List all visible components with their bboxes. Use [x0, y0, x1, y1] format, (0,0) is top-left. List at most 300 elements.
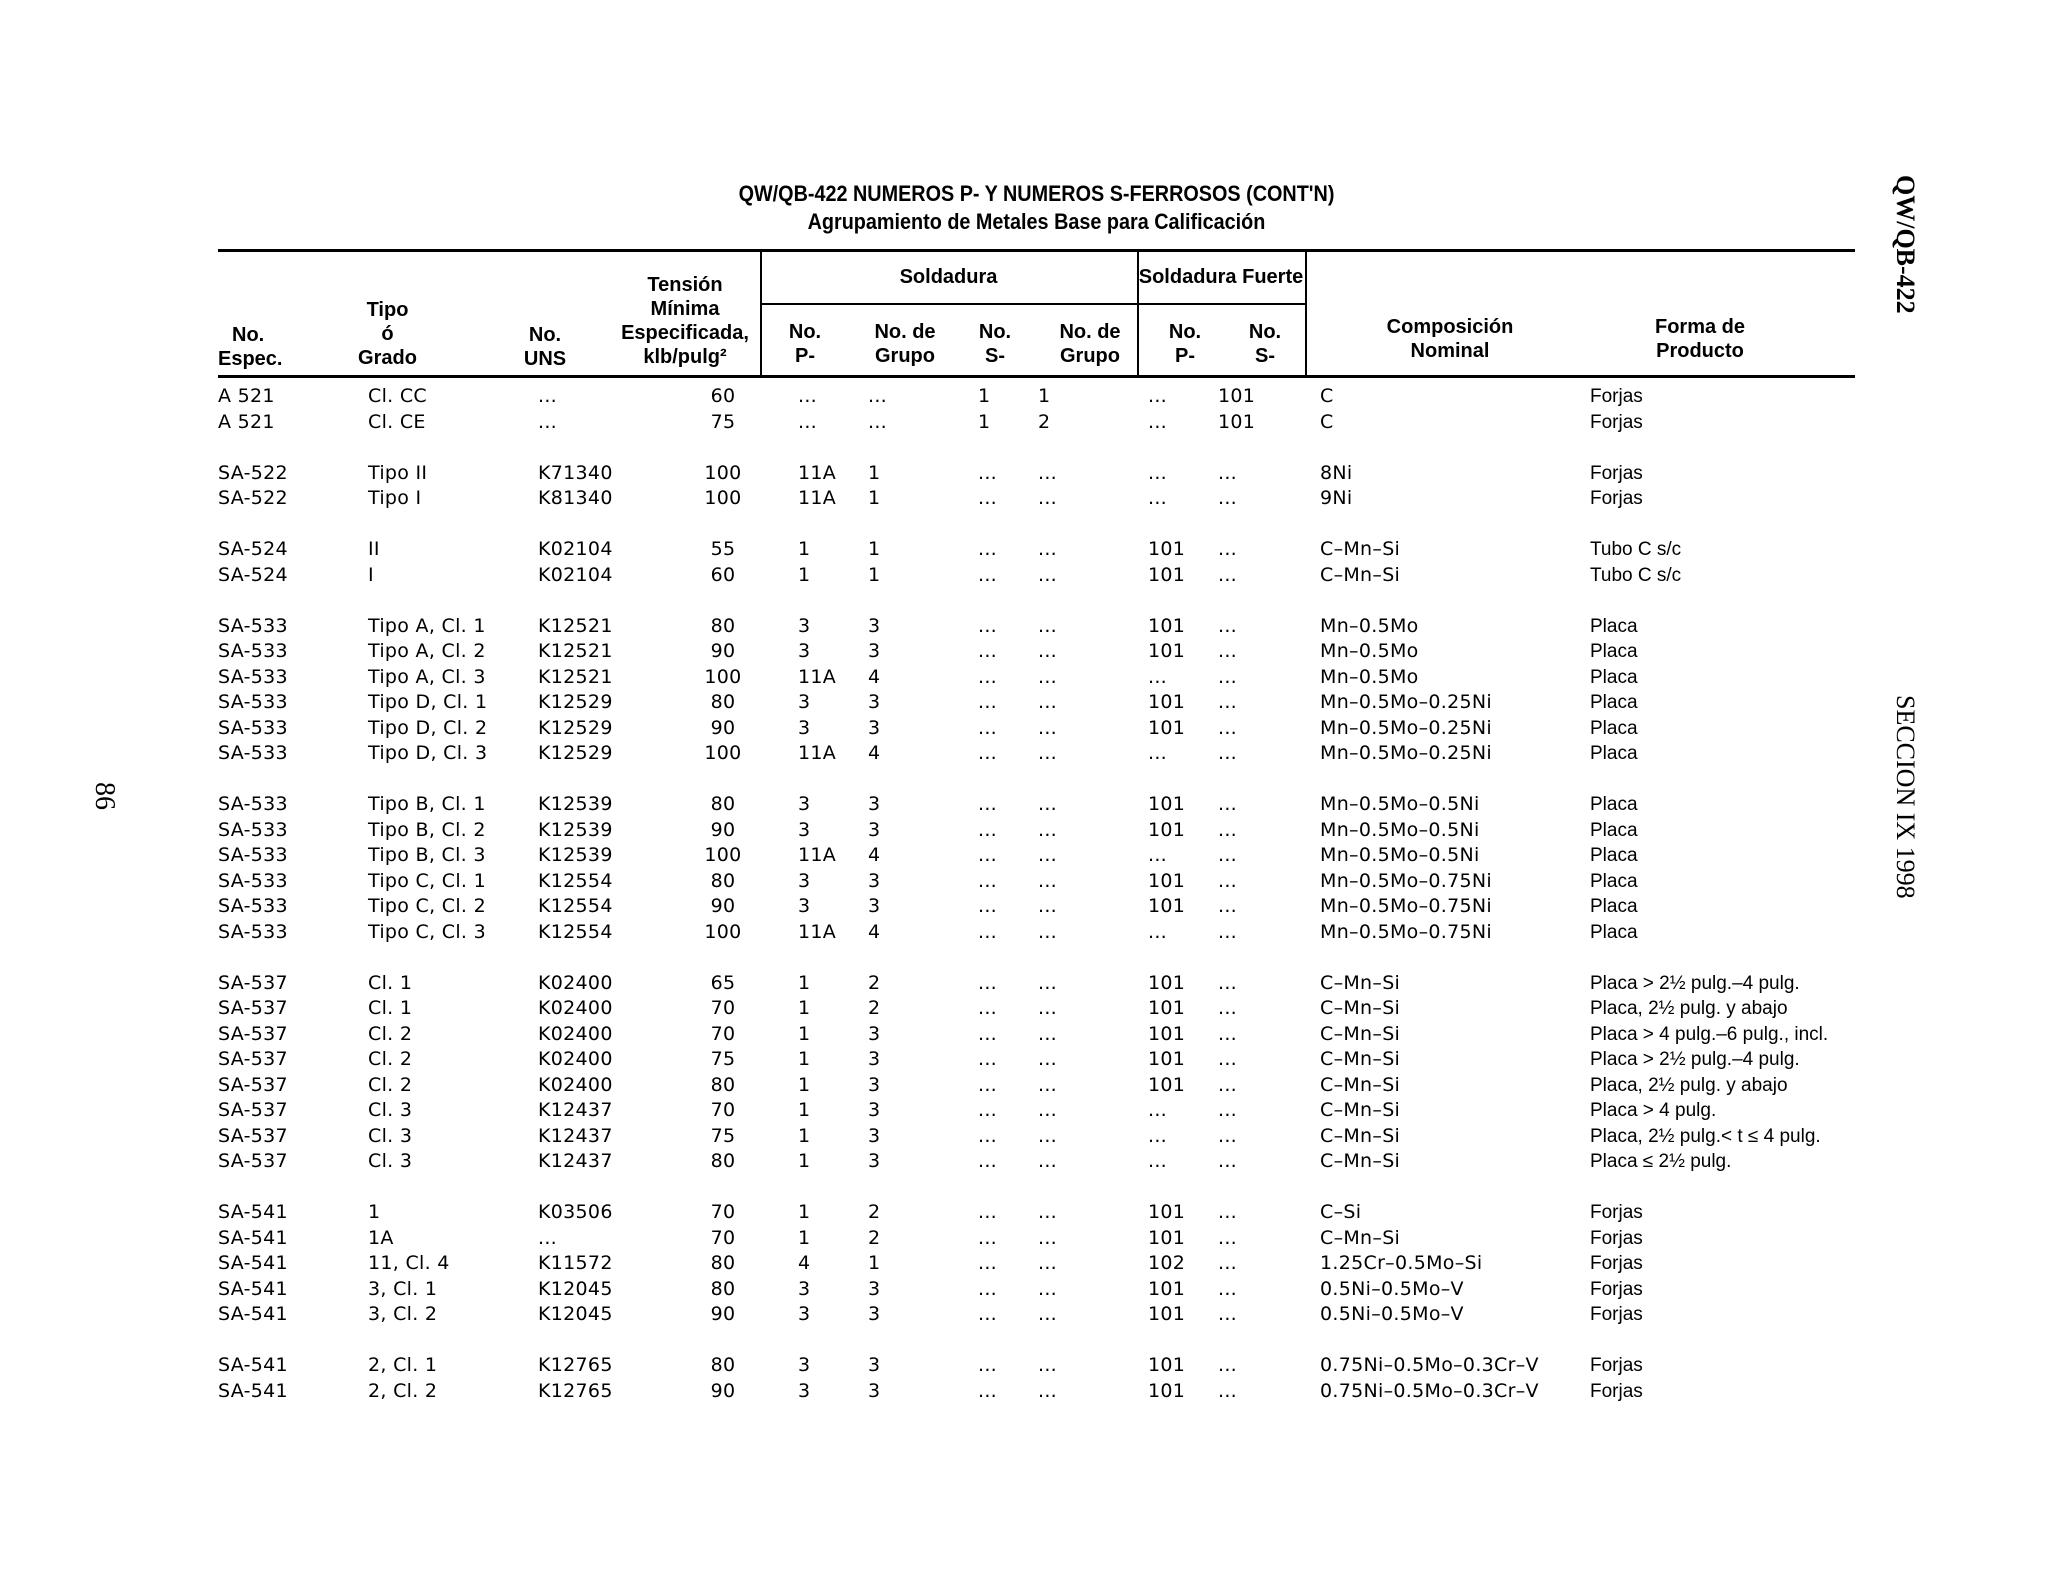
cell-grupo-s: 2	[1038, 410, 1051, 433]
cell-tipo-grado: Cl. 3	[368, 1099, 413, 1121]
cell-tipo-grado: Tipo A, Cl. 1	[368, 614, 486, 637]
page-number: 86	[89, 782, 120, 810]
header-soldadura: Soldadura	[899, 266, 998, 288]
cell-tension: 100	[704, 665, 742, 688]
cell-composicion: C–Mn–Si	[1320, 1022, 1401, 1045]
cell-tension: 100	[704, 742, 742, 764]
table-row	[218, 1073, 1868, 1099]
cell-sf-no-p: 101	[1148, 538, 1186, 560]
cell-tipo-grado: II	[368, 538, 380, 560]
cell-sf-no-s: ...	[1218, 920, 1238, 943]
cell-grupo-p: 3	[868, 614, 881, 637]
cell-tension: 65	[710, 971, 736, 994]
cell-tipo-grado: Cl. 2	[368, 1022, 413, 1045]
cell-forma: Forjas	[1590, 1202, 1643, 1223]
cell-forma: Placa	[1590, 819, 1638, 841]
cell-forma: Forjas	[1590, 488, 1643, 509]
cell-grupo-s: ...	[1038, 716, 1058, 739]
cell-tension: 80	[710, 1150, 736, 1172]
header-bottom-rule	[218, 375, 1855, 378]
cell-tipo-grado: I	[368, 563, 374, 586]
table-row	[218, 792, 1868, 818]
cell-no-s: ...	[978, 1226, 998, 1249]
cell-grupo-s: ...	[1038, 997, 1058, 1019]
cell-grupo-s: ...	[1038, 793, 1058, 815]
cell-tension: 70	[710, 1226, 736, 1249]
cell-composicion: C–Mn–Si	[1320, 1226, 1401, 1249]
header-no-s: No. S-	[978, 321, 1012, 367]
cell-no-espec: SA-533	[218, 640, 288, 662]
cell-composicion: C–Mn–Si	[1320, 538, 1401, 560]
cell-no-uns: ...	[538, 410, 558, 433]
cell-forma: Forjas	[1590, 1227, 1643, 1249]
cell-sf-no-p: 101	[1148, 1048, 1186, 1070]
table-row	[218, 1098, 1868, 1124]
table-row-spacer	[218, 588, 1868, 614]
table-row	[218, 563, 1868, 589]
cell-no-s: ...	[978, 640, 998, 662]
cell-no-p: 3	[798, 869, 811, 892]
cell-tipo-grado: Tipo I	[368, 487, 422, 509]
cell-no-uns: K03506	[538, 1201, 613, 1223]
spacer-cell	[218, 512, 1868, 538]
cell-tension: 90	[710, 895, 736, 917]
cell-tipo-grado: Cl. 2	[368, 1073, 413, 1096]
cell-grupo-p: 1	[868, 538, 881, 560]
cell-tipo-grado: Cl. 2	[368, 1048, 413, 1070]
cell-sf-no-s: ...	[1218, 895, 1238, 917]
cell-grupo-p: 3	[868, 1048, 881, 1070]
table-row	[218, 461, 1868, 487]
cell-grupo-s: ...	[1038, 971, 1058, 994]
cell-sf-no-s: ...	[1218, 1201, 1238, 1223]
cell-tipo-grado: Tipo II	[368, 461, 428, 484]
table-row	[218, 869, 1868, 895]
cell-sf-no-s: ...	[1218, 1150, 1238, 1172]
cell-composicion: 0.75Ni–0.5Mo–0.3Cr–V	[1320, 1379, 1539, 1402]
cell-sf-no-s: 101	[1218, 410, 1256, 433]
cell-no-espec: SA-522	[218, 461, 288, 484]
cell-sf-no-s: ...	[1218, 461, 1238, 484]
cell-no-s: ...	[978, 1099, 998, 1121]
cell-sf-no-p: ...	[1148, 385, 1168, 407]
table-row	[218, 996, 1868, 1022]
cell-no-espec: SA-541	[218, 1354, 288, 1376]
cell-no-p: 1	[798, 563, 811, 586]
table-row	[218, 1302, 1868, 1328]
cell-no-p: 3	[798, 1303, 811, 1325]
cell-composicion: C–Mn–Si	[1320, 563, 1401, 586]
cell-no-s: ...	[978, 895, 998, 917]
cell-grupo-s: ...	[1038, 1354, 1058, 1376]
spacer-cell	[218, 767, 1868, 793]
cell-sf-no-s: ...	[1218, 844, 1238, 866]
cell-grupo-p: 3	[868, 1099, 881, 1121]
cell-composicion: C–Mn–Si	[1320, 1048, 1401, 1070]
cell-no-p: 3	[798, 793, 811, 815]
cell-no-s: ...	[978, 1201, 998, 1223]
cell-sf-no-s: ...	[1218, 614, 1238, 637]
cell-sf-no-p: 101	[1148, 869, 1186, 892]
cell-tension: 60	[710, 563, 736, 586]
table-row-spacer	[218, 945, 1868, 971]
cell-no-espec: SA-533	[218, 818, 288, 841]
cell-tipo-grado: Cl. 1	[368, 971, 413, 994]
cell-no-espec: SA-537	[218, 1099, 288, 1121]
cell-no-p: 1	[798, 1048, 811, 1070]
cell-sf-no-s: ...	[1218, 640, 1238, 662]
cell-no-s: ...	[978, 1252, 998, 1274]
cell-grupo-p: 3	[868, 869, 881, 892]
cell-tipo-grado: Tipo B, Cl. 3	[368, 844, 486, 866]
cell-no-espec: SA-533	[218, 742, 288, 764]
cell-forma: Placa	[1590, 743, 1638, 764]
cell-no-s: 1	[978, 385, 991, 407]
soldadura-fuerte-right-divider	[1305, 251, 1307, 375]
cell-sf-no-p: 101	[1148, 563, 1186, 586]
cell-grupo-s: ...	[1038, 1099, 1058, 1121]
cell-grupo-s: ...	[1038, 1252, 1058, 1274]
cell-no-s: ...	[978, 1073, 998, 1096]
cell-sf-no-p: 101	[1148, 716, 1186, 739]
cell-no-espec: SA-524	[218, 538, 288, 560]
cell-no-espec: SA-533	[218, 920, 288, 943]
side-label-section-id: QW/QB-422	[1891, 175, 1920, 314]
cell-no-espec: SA-537	[218, 971, 288, 994]
cell-forma: Placa	[1590, 717, 1638, 739]
cell-grupo-s: ...	[1038, 1150, 1058, 1172]
cell-sf-no-s: ...	[1218, 487, 1238, 509]
cell-grupo-p: 3	[868, 818, 881, 841]
cell-no-espec: SA-522	[218, 487, 288, 509]
cell-no-espec: SA-541	[218, 1379, 288, 1402]
cell-no-uns: K12437	[538, 1099, 613, 1121]
cell-no-espec: SA-541	[218, 1277, 288, 1300]
table-row	[218, 1226, 1868, 1252]
cell-sf-no-p: ...	[1148, 461, 1168, 484]
cell-grupo-p: 3	[868, 1022, 881, 1045]
cell-tipo-grado: Cl. CE	[368, 410, 426, 433]
cell-tipo-grado: 2, Cl. 1	[368, 1354, 438, 1376]
cell-grupo-p: 3	[868, 1150, 881, 1172]
cell-grupo-s: ...	[1038, 844, 1058, 866]
cell-tipo-grado: 3, Cl. 2	[368, 1303, 438, 1325]
cell-no-p: 1	[798, 971, 811, 994]
cell-tension: 80	[710, 793, 736, 815]
cell-grupo-p: 3	[868, 793, 881, 815]
cell-composicion: C	[1320, 385, 1334, 407]
cell-sf-no-s: ...	[1218, 1252, 1238, 1274]
cell-tipo-grado: Cl. 3	[368, 1150, 413, 1172]
cell-forma: Forjas	[1590, 1355, 1643, 1376]
cell-no-p: 3	[798, 614, 811, 637]
cell-no-espec: SA-533	[218, 844, 288, 866]
cell-tipo-grado: 1A	[368, 1226, 394, 1249]
header-no-p: No. P-	[788, 321, 822, 367]
cell-no-p: 1	[798, 1150, 811, 1172]
spacer-cell	[218, 588, 1868, 614]
cell-forma: Placa	[1590, 794, 1638, 815]
cell-tipo-grado: Tipo D, Cl. 3	[368, 742, 488, 764]
cell-no-p: 3	[798, 716, 811, 739]
cell-no-espec: SA-533	[218, 665, 288, 688]
cell-no-uns: K12554	[538, 920, 613, 943]
cell-no-p: 1	[798, 1226, 811, 1249]
cell-sf-no-p: 101	[1148, 1201, 1186, 1223]
cell-sf-no-s: ...	[1218, 818, 1238, 841]
cell-no-uns: K02400	[538, 1048, 613, 1070]
cell-no-uns: K02104	[538, 563, 613, 586]
header-sf-no-s: No. S-	[1248, 321, 1282, 367]
cell-grupo-s: ...	[1038, 1022, 1058, 1045]
cell-no-p: 1	[798, 538, 811, 560]
table-row-spacer	[218, 435, 1868, 461]
cell-sf-no-s: ...	[1218, 538, 1238, 560]
cell-tension: 75	[710, 1124, 736, 1147]
cell-no-p: 11A	[798, 461, 837, 484]
cell-sf-no-p: 101	[1148, 1303, 1186, 1325]
cell-sf-no-p: 101	[1148, 997, 1186, 1019]
cell-no-p: 11A	[798, 844, 837, 866]
cell-forma: Forjas	[1590, 386, 1643, 407]
cell-grupo-s: ...	[1038, 563, 1058, 586]
cell-no-uns: K02400	[538, 997, 613, 1019]
header-tipo-grado: Tipo ó Grado	[358, 299, 417, 369]
cell-tension: 80	[710, 691, 736, 713]
cell-sf-no-p: ...	[1148, 665, 1168, 688]
cell-sf-no-p: ...	[1148, 742, 1168, 764]
cell-no-espec: SA-541	[218, 1252, 288, 1274]
cell-forma: Placa	[1590, 666, 1638, 688]
table-row	[218, 920, 1868, 946]
cell-no-s: ...	[978, 1303, 998, 1325]
cell-tension: 80	[710, 1354, 736, 1376]
cell-grupo-p: 4	[868, 742, 881, 764]
table-row	[218, 486, 1868, 512]
cell-tension: 80	[710, 869, 736, 892]
cell-tipo-grado: Tipo B, Cl. 1	[368, 793, 486, 815]
cell-sf-no-p: 101	[1148, 793, 1186, 815]
cell-forma: Forjas	[1590, 1253, 1643, 1274]
cell-composicion: Mn–0.5Mo–0.5Ni	[1320, 818, 1480, 841]
cell-composicion: Mn–0.5Mo–0.75Ni	[1320, 869, 1492, 892]
cell-forma: Forjas	[1590, 1380, 1643, 1402]
cell-tension: 75	[710, 410, 736, 433]
cell-sf-no-s: ...	[1218, 665, 1238, 688]
cell-no-s: ...	[978, 614, 998, 637]
cell-grupo-s: ...	[1038, 640, 1058, 662]
cell-no-espec: SA-537	[218, 1124, 288, 1147]
header-tension: Tensión Mínima Especificada, klb/pulg²	[621, 274, 749, 368]
cell-no-uns: K12045	[538, 1277, 613, 1300]
cell-forma: Placa > 2½ pulg.–4 pulg.	[1590, 972, 1800, 994]
table-row	[218, 1379, 1868, 1405]
cell-sf-no-p: 101	[1148, 1379, 1186, 1402]
cell-forma: Tubo C s/c	[1590, 539, 1682, 560]
cell-no-p: 3	[798, 818, 811, 841]
cell-no-s: ...	[978, 563, 998, 586]
cell-forma: Placa	[1590, 692, 1638, 713]
cell-sf-no-s: 101	[1218, 385, 1256, 407]
cell-grupo-s: ...	[1038, 869, 1058, 892]
cell-no-uns: K12045	[538, 1303, 613, 1325]
cell-tipo-grado: Cl. CC	[368, 385, 427, 407]
cell-composicion: Mn–0.5Mo	[1320, 614, 1419, 637]
soldadura-group-rule	[760, 303, 1137, 305]
table-row	[218, 614, 1868, 640]
cell-no-p: 1	[798, 1073, 811, 1096]
cell-sf-no-p: 101	[1148, 691, 1186, 713]
cell-no-p: 3	[798, 1277, 811, 1300]
cell-sf-no-s: ...	[1218, 1354, 1238, 1376]
cell-no-s: ...	[978, 1048, 998, 1070]
cell-sf-no-s: ...	[1218, 742, 1238, 764]
cell-sf-no-s: ...	[1218, 1048, 1238, 1070]
cell-grupo-p: 3	[868, 640, 881, 662]
cell-tipo-grado: Tipo A, Cl. 3	[368, 665, 486, 688]
cell-composicion: C–Si	[1320, 1201, 1362, 1223]
cell-forma: Placa	[1590, 641, 1638, 662]
table-row	[218, 1200, 1868, 1226]
cell-no-s: ...	[978, 1277, 998, 1300]
cell-no-espec: SA-533	[218, 793, 288, 815]
cell-grupo-p: 2	[868, 997, 881, 1019]
cell-tension: 70	[710, 997, 736, 1019]
cell-no-uns: K02400	[538, 1073, 613, 1096]
cell-no-s: ...	[978, 869, 998, 892]
cell-no-uns: K02104	[538, 538, 613, 560]
cell-no-s: ...	[978, 716, 998, 739]
cell-composicion: C–Mn–Si	[1320, 997, 1401, 1019]
cell-composicion: Mn–0.5Mo	[1320, 640, 1419, 662]
cell-tension: 80	[710, 614, 736, 637]
cell-no-s: ...	[978, 1354, 998, 1376]
cell-composicion: C	[1320, 410, 1334, 433]
cell-composicion: Mn–0.5Mo–0.25Ni	[1320, 691, 1492, 713]
cell-no-espec: SA-533	[218, 716, 288, 739]
cell-tipo-grado: Tipo B, Cl. 2	[368, 818, 486, 841]
cell-grupo-p: 1	[868, 461, 881, 484]
spacer-cell	[218, 945, 1868, 971]
cell-composicion: 1.25Cr–0.5Mo–Si	[1320, 1252, 1483, 1274]
cell-tension: 90	[710, 818, 736, 841]
cell-forma: Forjas	[1590, 1304, 1643, 1325]
spacer-cell	[218, 1175, 1868, 1201]
cell-sf-no-p: ...	[1148, 487, 1168, 509]
table-row	[218, 741, 1868, 767]
table-row	[218, 818, 1868, 844]
cell-no-p: 3	[798, 1379, 811, 1402]
cell-grupo-p: 3	[868, 1277, 881, 1300]
cell-composicion: C–Mn–Si	[1320, 1150, 1401, 1172]
cell-no-p: 4	[798, 1252, 811, 1274]
cell-tipo-grado: 3, Cl. 1	[368, 1277, 438, 1300]
cell-composicion: Mn–0.5Mo–0.75Ni	[1320, 895, 1492, 917]
cell-no-espec: SA-541	[218, 1201, 288, 1223]
header-sf-no-p: No. P-	[1168, 321, 1202, 367]
cell-tension: 80	[710, 1073, 736, 1096]
cell-tipo-grado: 1	[368, 1201, 381, 1223]
cell-forma: Placa	[1590, 921, 1638, 943]
cell-sf-no-p: ...	[1148, 920, 1168, 943]
cell-no-espec: SA-537	[218, 1150, 288, 1172]
table-row	[218, 690, 1868, 716]
cell-no-s: ...	[978, 461, 998, 484]
cell-tipo-grado: Cl. 1	[368, 997, 413, 1019]
cell-no-uns: K12554	[538, 869, 613, 892]
cell-forma: Placa	[1590, 845, 1638, 866]
cell-sf-no-s: ...	[1218, 997, 1238, 1019]
page-title: QW/QB-422 NUMEROS P- Y NUMEROS S-FERROSOS (CONT'N)	[738, 181, 1335, 206]
cell-grupo-p: 4	[868, 920, 881, 943]
cell-sf-no-s: ...	[1218, 1124, 1238, 1147]
table-row	[218, 1149, 1868, 1175]
cell-sf-no-s: ...	[1218, 1226, 1238, 1249]
cell-no-s: ...	[978, 538, 998, 560]
cell-no-s: ...	[978, 920, 998, 943]
cell-no-uns: ...	[538, 385, 558, 407]
cell-grupo-s: ...	[1038, 1124, 1058, 1147]
table-row	[218, 537, 1868, 563]
cell-sf-no-s: ...	[1218, 869, 1238, 892]
cell-no-p: 11A	[798, 665, 837, 688]
cell-no-uns: K12437	[538, 1150, 613, 1172]
cell-forma: Placa > 4 pulg.–6 pulg., incl.	[1590, 1023, 1829, 1045]
cell-grupo-s: ...	[1038, 487, 1058, 509]
cell-no-uns: K12539	[538, 793, 613, 815]
table-row	[218, 410, 1868, 436]
cell-sf-no-s: ...	[1218, 716, 1238, 739]
cell-no-espec: SA-537	[218, 1022, 288, 1045]
cell-grupo-p: 1	[868, 563, 881, 586]
cell-no-s: ...	[978, 691, 998, 713]
cell-tipo-grado: 2, Cl. 2	[368, 1379, 438, 1402]
table-row-spacer	[218, 1328, 1868, 1354]
top-rule	[218, 249, 1855, 252]
cell-no-uns: K12529	[538, 716, 613, 739]
cell-tipo-grado: Tipo D, Cl. 1	[368, 691, 488, 713]
cell-forma: Placa, 2½ pulg. y abajo	[1590, 998, 1788, 1019]
table-row-spacer	[218, 1175, 1868, 1201]
page-subtitle: Agrupamiento de Metales Base para Calificación	[807, 209, 1266, 234]
cell-grupo-s: ...	[1038, 920, 1058, 943]
cell-tipo-grado: 11, Cl. 4	[368, 1252, 450, 1274]
cell-no-s: ...	[978, 1124, 998, 1147]
cell-sf-no-p: 101	[1148, 818, 1186, 841]
cell-sf-no-s: ...	[1218, 691, 1238, 713]
cell-forma: Tubo C s/c	[1590, 564, 1682, 586]
cell-no-s: ...	[978, 844, 998, 866]
cell-grupo-s: ...	[1038, 818, 1058, 841]
cell-no-espec: SA-537	[218, 997, 288, 1019]
table-row	[218, 843, 1868, 869]
table-row-spacer	[218, 767, 1868, 793]
cell-sf-no-s: ...	[1218, 1277, 1238, 1300]
cell-tension: 100	[704, 920, 742, 943]
cell-tension: 70	[710, 1099, 736, 1121]
cell-grupo-p: 2	[868, 1226, 881, 1249]
cell-sf-no-p: 101	[1148, 1073, 1186, 1096]
cell-composicion: Mn–0.5Mo–0.75Ni	[1320, 920, 1492, 943]
spacer-cell	[218, 435, 1868, 461]
cell-no-espec: SA-533	[218, 614, 288, 637]
table-row	[218, 1124, 1868, 1150]
cell-composicion: Mn–0.5Mo–0.5Ni	[1320, 793, 1480, 815]
header-forma: Forma de Producto	[1654, 316, 1746, 362]
cell-grupo-p: 4	[868, 844, 881, 866]
table-row-spacer	[218, 512, 1868, 538]
cell-composicion: C–Mn–Si	[1320, 1099, 1401, 1121]
